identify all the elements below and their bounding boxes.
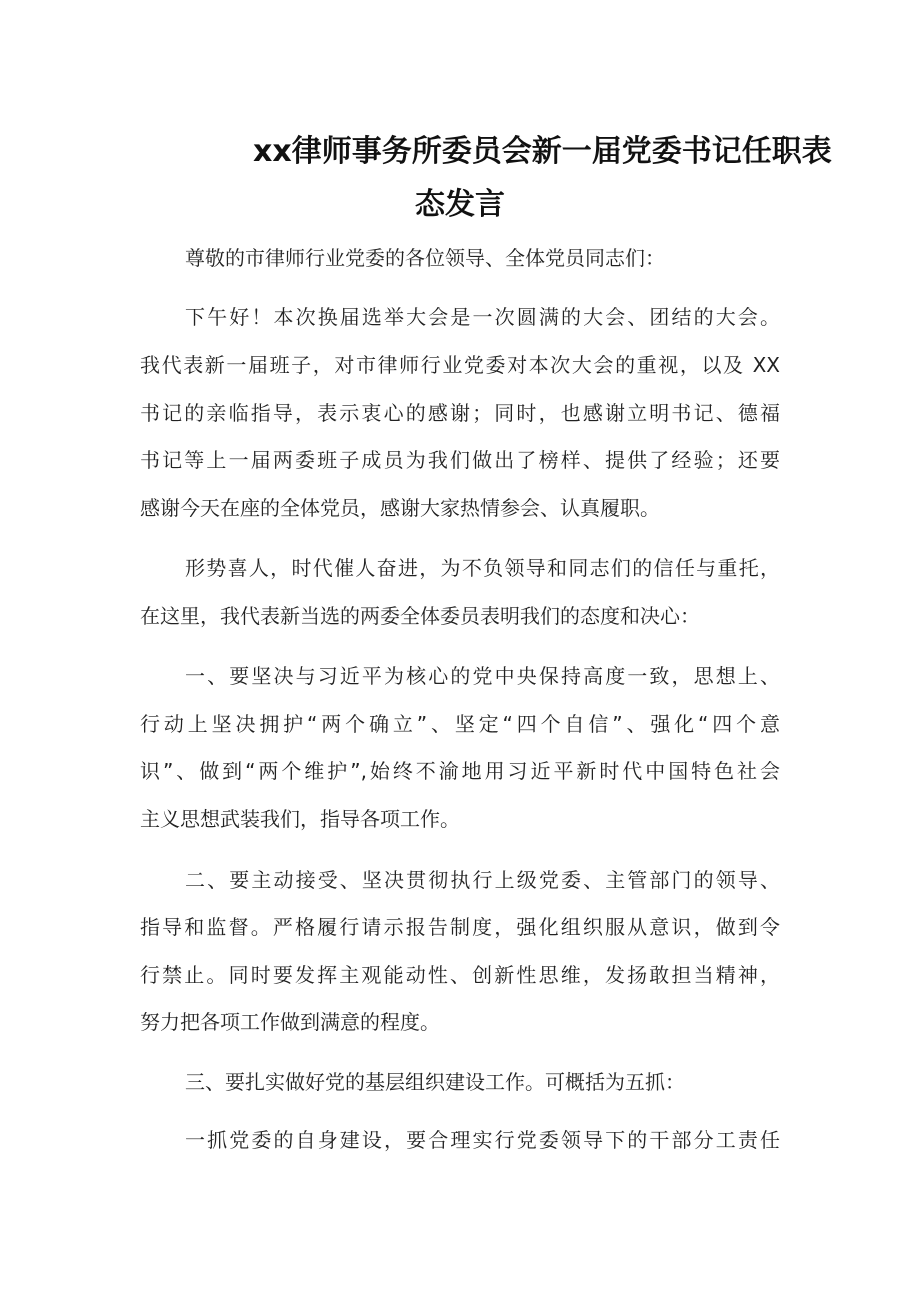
paragraph-line: 形势喜人，时代催人奋进，为不负领导和同志们的信任与重托，: [185, 556, 780, 580]
paragraph-line: 一抓党委的自身建设，要合理实行党委领导下的干部分工责任: [185, 1128, 780, 1152]
paragraph-line: 感谢今天在座的全体党员，感谢大家热情参会、认真履职。: [140, 496, 660, 520]
paragraph-line: 下午好！本次换届选举大会是一次圆满的大会、团结的大会。: [185, 305, 780, 329]
document-title-line-1: xx律师事务所委员会新一届党委书记任职表: [253, 134, 832, 169]
paragraph-line: 努力把各项工作做到满意的程度。: [140, 1010, 440, 1034]
paragraph-line: 识”、做到“两个维护”,始终不渝地用习近平新时代中国特色社会: [140, 759, 780, 783]
paragraph-line: 行禁止。同时要发挥主观能动性、创新性思维，发扬敢担当精神，: [140, 963, 780, 987]
paragraph-line: 三、要扎实做好党的基层组织建设工作。可概括为五抓：: [185, 1070, 685, 1094]
paragraph-line: 在这里，我代表新当选的两委全体委员表明我们的态度和决心：: [140, 604, 700, 628]
paragraph-line: 主义思想武装我们，指导各项工作。: [140, 807, 460, 831]
paragraph-line: 书记的亲临指导，表示衷心的感谢；同时，也感谢立明书记、德福: [140, 401, 780, 425]
document-title-line-2: 态发言: [415, 187, 505, 222]
paragraph-line: 我代表新一届班子，对市律师行业党委对本次大会的重视，以及 XX: [140, 353, 780, 377]
paragraph-line: 二、要主动接受、坚决贯彻执行上级党委、主管部门的领导、: [185, 868, 780, 892]
paragraph-line: 指导和监督。严格履行请示报告制度，强化组织服从意识，做到令: [140, 915, 780, 939]
paragraph-line: 一、要坚决与习近平为核心的党中央保持高度一致，思想上、: [185, 664, 780, 688]
salutation: 尊敬的市律师行业党委的各位领导、全体党员同志们：: [185, 246, 665, 270]
paragraph-line: 书记等上一届两委班子成员为我们做出了榜样、提供了经验；还要: [140, 448, 780, 472]
paragraph-line: 行动上坚决拥护“两个确立”、坚定“四个自信”、强化“四个意: [140, 712, 780, 736]
